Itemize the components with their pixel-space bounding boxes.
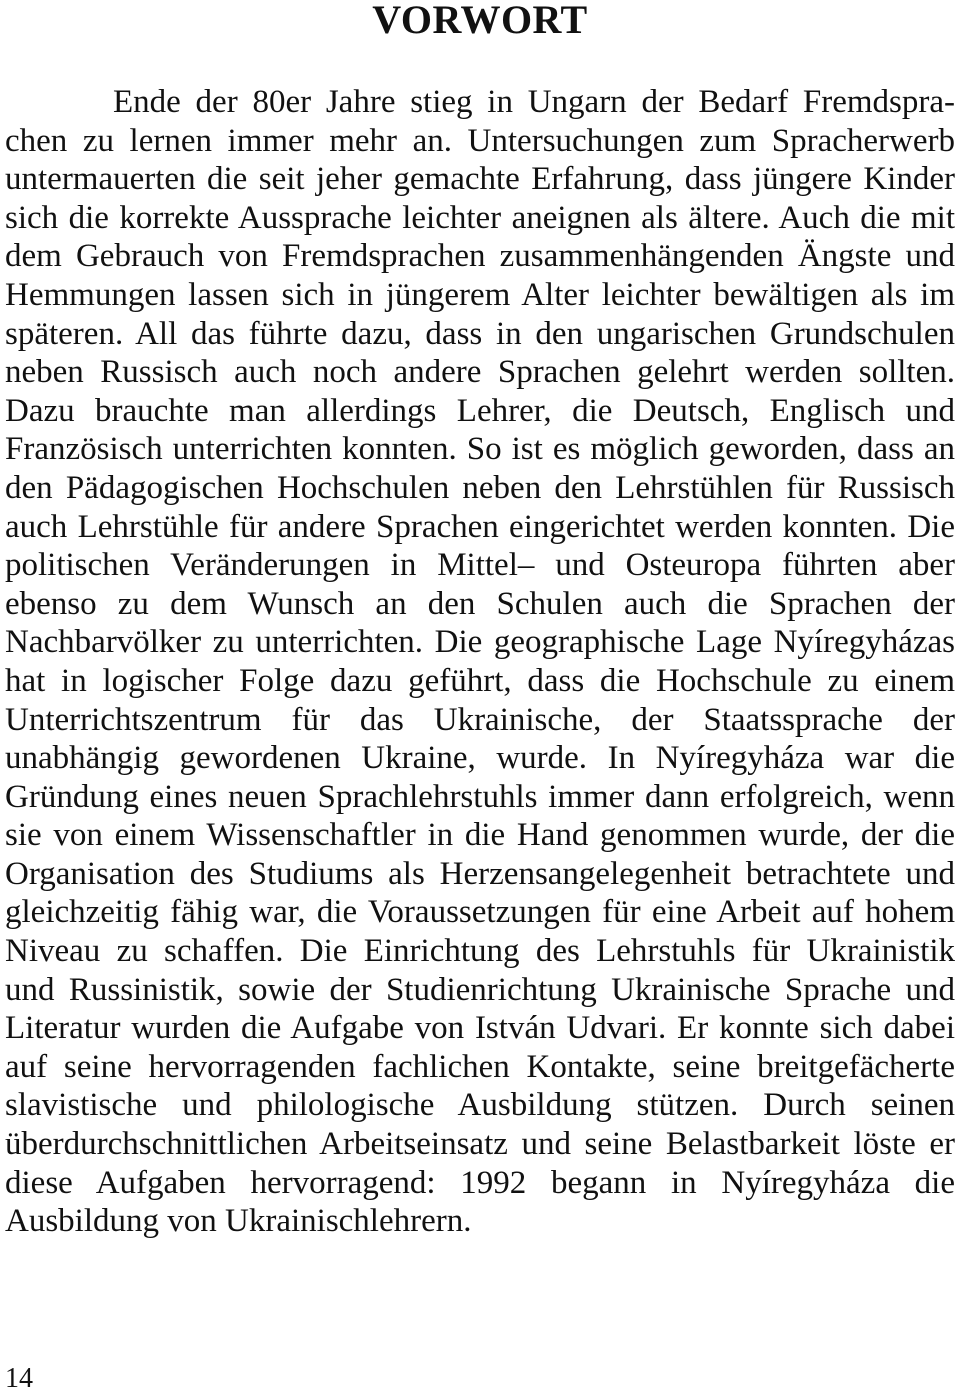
text-line: dem Gebrauch von Fremdsprachen zusammenhängenden Ängste und <box>5 238 955 275</box>
text-line: diese Aufgaben hervorragend: 1992 begann in Nyíregyháza die <box>5 1164 955 1201</box>
text-line: auch Lehrstühle für andere Sprachen eingerichtet werden konnten. Die <box>5 508 955 545</box>
text-line: politischen Veränderungen in Mittel– und Osteuropa führten aber <box>5 547 955 584</box>
text-line: chen zu lernen immer mehr an. Untersuchungen zum Spracherwerb <box>5 122 955 159</box>
text-line: und Russinistik, sowie der Studienrichtung Ukrainische Sprache und <box>5 971 955 1008</box>
text-line: hat in logischer Folge dazu geführt, dass die Hochschule zu einem <box>5 662 955 699</box>
text-line: späteren. All das führte dazu, dass in den ungarischen Grundschulen <box>5 315 955 352</box>
body-paragraph <box>5 83 955 1241</box>
text-line: sich die korrekte Aussprache leichter aneignen als ältere. Auch die mit <box>5 199 955 236</box>
text-line: Hemmungen lassen sich in jüngerem Alter leichter bewältigen als im <box>5 276 955 313</box>
text-line: Nachbarvölker zu unterrichten. Die geographische Lage Nyíregyházas <box>5 624 955 661</box>
text-line: Ausbildung von Ukrainischlehrern. <box>5 1203 472 1240</box>
page-title: VORWORT <box>372 0 588 42</box>
text-line: den Pädagogischen Hochschulen neben den Lehrstühlen für Russisch <box>5 469 955 506</box>
text-line: Französisch unterrichten konnten. So ist es möglich geworden, dass an <box>5 431 955 468</box>
text-line: neben Russisch auch noch andere Sprachen gelehrt werden sollten. <box>5 354 955 391</box>
text-line: unabhängig gewordenen Ukraine, wurde. In Nyíregyháza war die <box>5 740 955 777</box>
page-number: 14 <box>5 1363 33 1394</box>
text-line: überdurchschnittlichen Arbeitseinsatz und seine Belastbarkeit löste er <box>5 1126 955 1163</box>
text-line: slavistische und philologische Ausbildung stützen. Durch seinen <box>5 1087 955 1124</box>
text-line: Organisation des Studiums als Herzensangelegenheit betrachtete und <box>5 855 955 892</box>
text-line: Unterrichtszentrum für das Ukrainische, der Staatssprache der <box>5 701 955 738</box>
text-line: sie von einem Wissenschaftler in die Hand genommen wurde, der die <box>5 817 955 854</box>
text-line: Niveau zu schaffen. Die Einrichtung des Lehrstuhls für Ukrainistik <box>5 933 955 970</box>
text-line: untermauerten die seit jeher gemachte Erfahrung, dass jüngere Kinder <box>5 161 955 198</box>
text-line: Ende der 80er Jahre stieg in Ungarn der Bedarf Fremdspra- <box>113 84 955 120</box>
text-line: gleichzeitig fähig war, die Voraussetzungen für eine Arbeit auf hohem <box>5 894 955 931</box>
text-line: ebenso zu dem Wunsch an den Schulen auch die Sprachen der <box>5 585 955 622</box>
text-line: Literatur wurden die Aufgabe von István Udvari. Er konnte sich dabei <box>5 1010 955 1047</box>
text-line: auf seine hervorragenden fachlichen Kontakte, seine breitgefächerte <box>5 1048 955 1085</box>
text-line: Gründung eines neuen Sprachlehrstuhls immer dann erfolgreich, wenn <box>5 778 955 815</box>
text-line: Dazu brauchte man allerdings Lehrer, die Deutsch, Englisch und <box>5 392 955 429</box>
